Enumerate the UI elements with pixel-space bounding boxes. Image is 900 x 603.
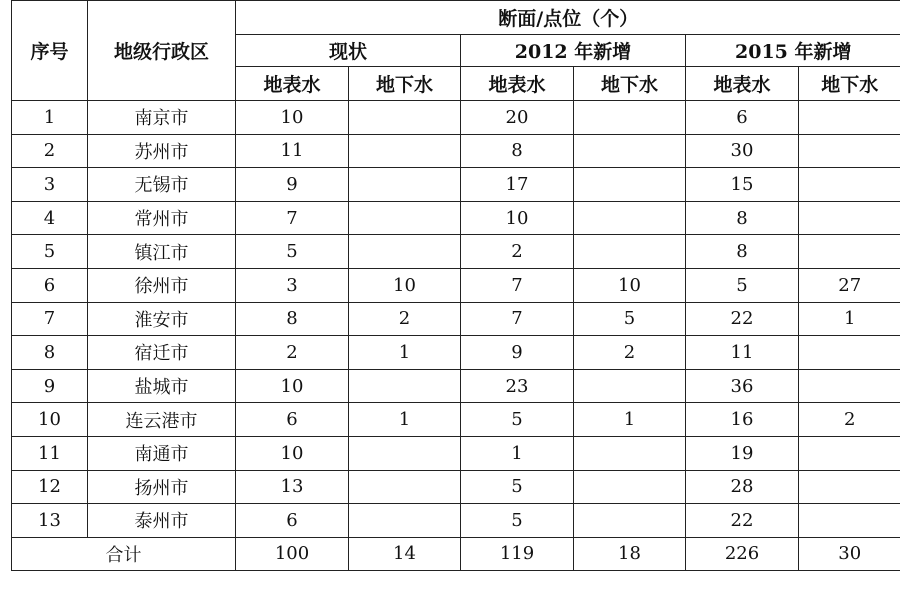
table-row (12, 201, 900, 235)
header-period-current: 现状 (236, 35, 461, 67)
value-cell (574, 436, 686, 470)
value-cell: 5 (686, 268, 799, 302)
value-cell (799, 168, 900, 202)
value-cell: 5 (574, 302, 686, 336)
seq-cell: 8 (12, 336, 88, 370)
total-cell: 119 (461, 537, 574, 570)
value-cell: 27 (799, 268, 900, 302)
value-cell (349, 369, 461, 403)
value-cell (799, 134, 900, 168)
value-cell: 3 (236, 268, 349, 302)
city-cell: 盐城市 (88, 369, 236, 403)
value-cell: 8 (236, 302, 349, 336)
header-ground: 地下水 (349, 67, 461, 101)
value-cell: 22 (686, 302, 799, 336)
value-cell: 23 (461, 369, 574, 403)
city-cell: 常州市 (88, 201, 236, 235)
value-cell (349, 101, 461, 135)
value-cell: 11 (686, 336, 799, 370)
value-cell: 10 (236, 369, 349, 403)
header-region: 地级行政区 (88, 1, 236, 101)
value-cell: 8 (686, 201, 799, 235)
table-row (12, 336, 900, 370)
value-cell: 10 (236, 436, 349, 470)
value-cell: 5 (461, 504, 574, 538)
value-cell: 5 (236, 235, 349, 269)
value-cell (574, 235, 686, 269)
table-body (12, 101, 900, 538)
total-cell: 14 (349, 537, 461, 570)
city-cell: 泰州市 (88, 504, 236, 538)
table-row (12, 436, 900, 470)
seq-cell: 3 (12, 168, 88, 202)
city-cell: 宿迁市 (88, 336, 236, 370)
table-row (12, 134, 900, 168)
table-row (12, 470, 900, 504)
value-cell (349, 504, 461, 538)
value-cell (574, 369, 686, 403)
table-row (12, 403, 900, 437)
seq-cell: 1 (12, 101, 88, 135)
value-cell: 10 (349, 268, 461, 302)
total-label: 合计 (12, 537, 236, 570)
value-cell (349, 436, 461, 470)
seq-cell: 2 (12, 134, 88, 168)
value-cell: 9 (236, 168, 349, 202)
value-cell: 7 (461, 268, 574, 302)
total-cell: 30 (799, 537, 900, 570)
value-cell: 1 (574, 403, 686, 437)
value-cell: 2 (349, 302, 461, 336)
header-surface: 地表水 (236, 67, 349, 101)
seq-cell: 5 (12, 235, 88, 269)
value-cell (799, 369, 900, 403)
total-row (12, 537, 900, 570)
value-cell (349, 134, 461, 168)
seq-cell: 12 (12, 470, 88, 504)
value-cell (799, 101, 900, 135)
city-cell: 扬州市 (88, 470, 236, 504)
value-cell: 1 (461, 436, 574, 470)
value-cell: 20 (461, 101, 574, 135)
header-period-2012: 2012 年新增 (461, 35, 686, 67)
table-row (12, 504, 900, 538)
value-cell: 13 (236, 470, 349, 504)
header-surface: 地表水 (686, 67, 799, 101)
seq-cell: 13 (12, 504, 88, 538)
city-cell: 徐州市 (88, 268, 236, 302)
header-group: 断面/点位（个） (236, 1, 900, 35)
value-cell (574, 168, 686, 202)
total-cell: 226 (686, 537, 799, 570)
value-cell (799, 336, 900, 370)
value-cell (349, 470, 461, 504)
value-cell: 17 (461, 168, 574, 202)
value-cell (799, 201, 900, 235)
value-cell: 10 (574, 268, 686, 302)
header-ground: 地下水 (574, 67, 686, 101)
value-cell: 19 (686, 436, 799, 470)
value-cell: 2 (236, 336, 349, 370)
value-cell: 10 (461, 201, 574, 235)
value-cell: 2 (574, 336, 686, 370)
value-cell: 11 (236, 134, 349, 168)
value-cell (574, 101, 686, 135)
value-cell: 6 (236, 403, 349, 437)
value-cell (574, 201, 686, 235)
value-cell (574, 470, 686, 504)
seq-cell: 10 (12, 403, 88, 437)
header-seq: 序号 (12, 1, 88, 101)
table-row (12, 168, 900, 202)
value-cell (799, 436, 900, 470)
value-cell (574, 504, 686, 538)
value-cell: 1 (349, 403, 461, 437)
value-cell (349, 201, 461, 235)
header-surface: 地表水 (461, 67, 574, 101)
seq-cell: 9 (12, 369, 88, 403)
city-cell: 镇江市 (88, 235, 236, 269)
value-cell: 8 (686, 235, 799, 269)
value-cell: 16 (686, 403, 799, 437)
value-cell: 30 (686, 134, 799, 168)
table-row (12, 235, 900, 269)
value-cell: 7 (461, 302, 574, 336)
value-cell: 6 (236, 504, 349, 538)
value-cell: 8 (461, 134, 574, 168)
value-cell: 36 (686, 369, 799, 403)
value-cell: 5 (461, 403, 574, 437)
total-cell: 18 (574, 537, 686, 570)
city-cell: 连云港市 (88, 403, 236, 437)
value-cell (799, 504, 900, 538)
header-period-2015: 2015 年新增 (686, 35, 900, 67)
value-cell: 28 (686, 470, 799, 504)
total-cell: 100 (236, 537, 349, 570)
value-cell (349, 235, 461, 269)
seq-cell: 11 (12, 436, 88, 470)
value-cell: 2 (461, 235, 574, 269)
header-row-1 (12, 1, 900, 35)
table-row (12, 302, 900, 336)
value-cell (349, 168, 461, 202)
table-row (12, 369, 900, 403)
city-cell: 淮安市 (88, 302, 236, 336)
city-cell: 苏州市 (88, 134, 236, 168)
seq-cell: 7 (12, 302, 88, 336)
value-cell: 7 (236, 201, 349, 235)
city-cell: 南京市 (88, 101, 236, 135)
value-cell: 15 (686, 168, 799, 202)
value-cell: 1 (799, 302, 900, 336)
value-cell: 10 (236, 101, 349, 135)
value-cell (799, 470, 900, 504)
table-row (12, 101, 900, 135)
value-cell: 9 (461, 336, 574, 370)
value-cell: 1 (349, 336, 461, 370)
value-cell (799, 235, 900, 269)
seq-cell: 6 (12, 268, 88, 302)
seq-cell: 4 (12, 201, 88, 235)
header-ground: 地下水 (799, 67, 900, 101)
value-cell: 22 (686, 504, 799, 538)
value-cell: 5 (461, 470, 574, 504)
value-cell (574, 134, 686, 168)
value-cell: 6 (686, 101, 799, 135)
city-cell: 南通市 (88, 436, 236, 470)
table-row (12, 268, 900, 302)
value-cell: 2 (799, 403, 900, 437)
monitoring-sites-table (11, 0, 900, 571)
city-cell: 无锡市 (88, 168, 236, 202)
